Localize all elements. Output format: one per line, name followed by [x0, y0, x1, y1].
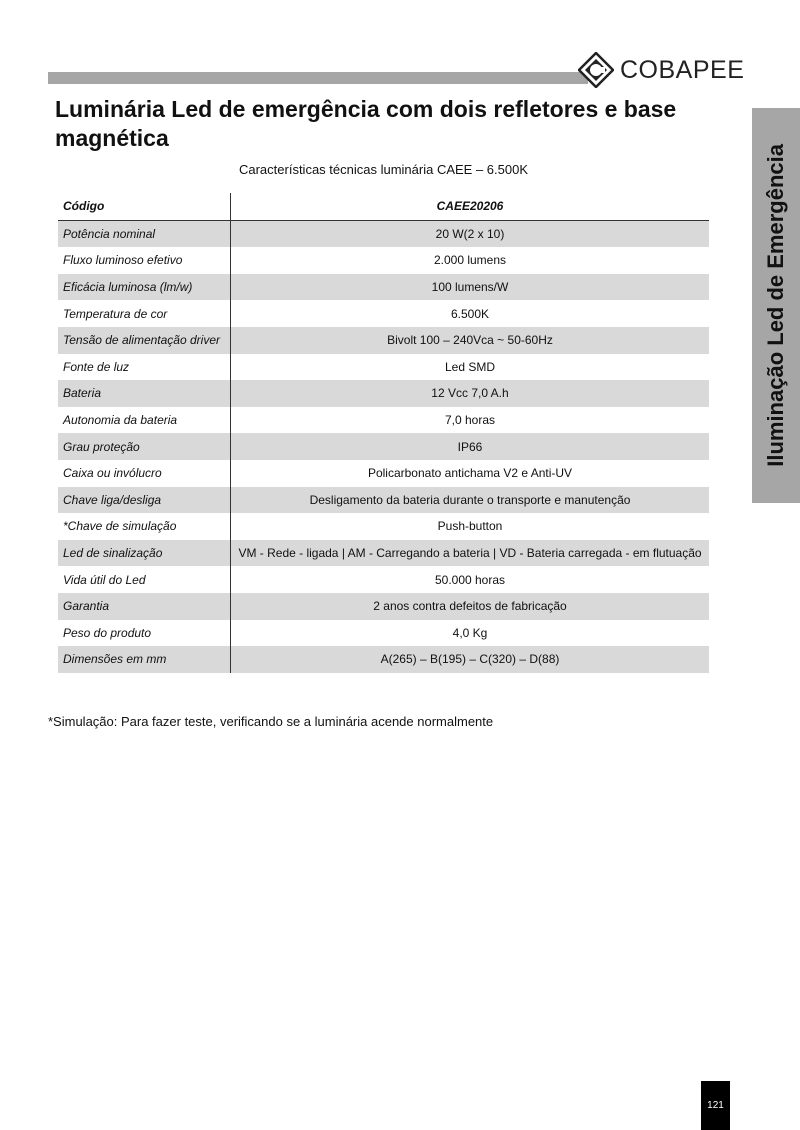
table-row: [58, 433, 709, 460]
table-row: [58, 407, 709, 434]
specs-table: [58, 193, 709, 673]
footnote: *Simulação: Para fazer teste, verificando se a luminária acende normalmente: [48, 714, 494, 729]
row-param: Dimensões em mm: [58, 646, 231, 673]
row-value: IP66: [231, 433, 710, 460]
brand-name: COBAPEE: [620, 55, 745, 84]
page-number: 121: [701, 1081, 730, 1130]
row-value: VM - Rede - ligada | AM - Carregando a bateria | VD - Bateria carregada - em flutuação: [231, 540, 710, 567]
table-row: [58, 646, 709, 673]
row-value: Policarbonato antichama V2 e Anti-UV: [367, 466, 573, 481]
row-param: Fluxo luminoso efetivo: [58, 247, 231, 274]
specs-table-body: [58, 220, 709, 673]
row-param: Eficácia luminosa (lm/w): [58, 274, 231, 301]
table-row: [58, 327, 709, 354]
row-param: Chave liga/desliga: [58, 487, 231, 514]
brand-logo: [578, 52, 744, 88]
row-value: Desligamento da bateria durante o transporte e manutenção: [231, 487, 710, 514]
row-param: Caixa ou invólucro: [58, 460, 231, 487]
row-value: Push-button: [437, 519, 503, 534]
row-param: Fonte de luz: [58, 354, 231, 381]
table-row: [58, 620, 709, 647]
row-param: Potência nominal: [58, 220, 231, 247]
table-row: [58, 487, 709, 514]
section-side-tab: [752, 108, 800, 503]
row-param: Garantia: [58, 593, 231, 620]
row-value: 50.000 horas: [434, 572, 506, 587]
table-row: [58, 220, 709, 247]
row-value: A(265) – B(195) – C(320) – D(88): [231, 646, 710, 673]
header-value: CAEE20206: [231, 193, 710, 220]
table-row: [58, 274, 709, 301]
row-param: Vida útil do Led: [58, 566, 231, 593]
table-row: [58, 460, 709, 487]
row-value: 4,0 Kg: [452, 625, 488, 640]
table-row: [58, 566, 709, 593]
row-value: Bivolt 100 – 240Vca ~ 50-60Hz: [231, 327, 710, 354]
cobapee-diamond-logo-icon: [578, 52, 614, 88]
row-value: 12 Vcc 7,0 A.h: [231, 380, 710, 407]
page-title: Luminária Led de emergência com dois refletores e base magnética: [55, 96, 677, 151]
row-value: 6.500K: [450, 306, 490, 321]
row-param: Led de sinalização: [58, 540, 231, 567]
table-caption: Características técnicas luminária CAEE – 6.500K: [238, 162, 528, 177]
table-row: [58, 354, 709, 381]
table-row: [58, 247, 709, 274]
section-label: Iluminação Led de Emergência: [763, 144, 788, 467]
header-param: Código: [58, 193, 231, 220]
table-row: [58, 513, 709, 540]
header-bar: [48, 72, 588, 84]
row-param: Peso do produto: [58, 620, 231, 647]
table-header-row: [58, 193, 709, 220]
table-row: [58, 380, 709, 407]
table-row: [58, 593, 709, 620]
row-param: Bateria: [58, 380, 231, 407]
row-param: Temperatura de cor: [58, 300, 231, 327]
row-param: Tensão de alimentação driver: [58, 327, 231, 354]
row-value: 100 lumens/W: [231, 274, 710, 301]
row-param: *Chave de simulação: [58, 513, 231, 540]
row-param: Grau proteção: [58, 433, 231, 460]
row-value: 2.000 lumens: [433, 253, 507, 268]
row-value: 7,0 horas: [444, 413, 496, 428]
table-row: [58, 540, 709, 567]
table-row: [58, 300, 709, 327]
row-value: 2 anos contra defeitos de fabricação: [231, 593, 710, 620]
row-param: Autonomia da bateria: [58, 407, 231, 434]
row-value: Led SMD: [444, 359, 496, 374]
row-value: 20 W(2 x 10): [231, 220, 710, 247]
